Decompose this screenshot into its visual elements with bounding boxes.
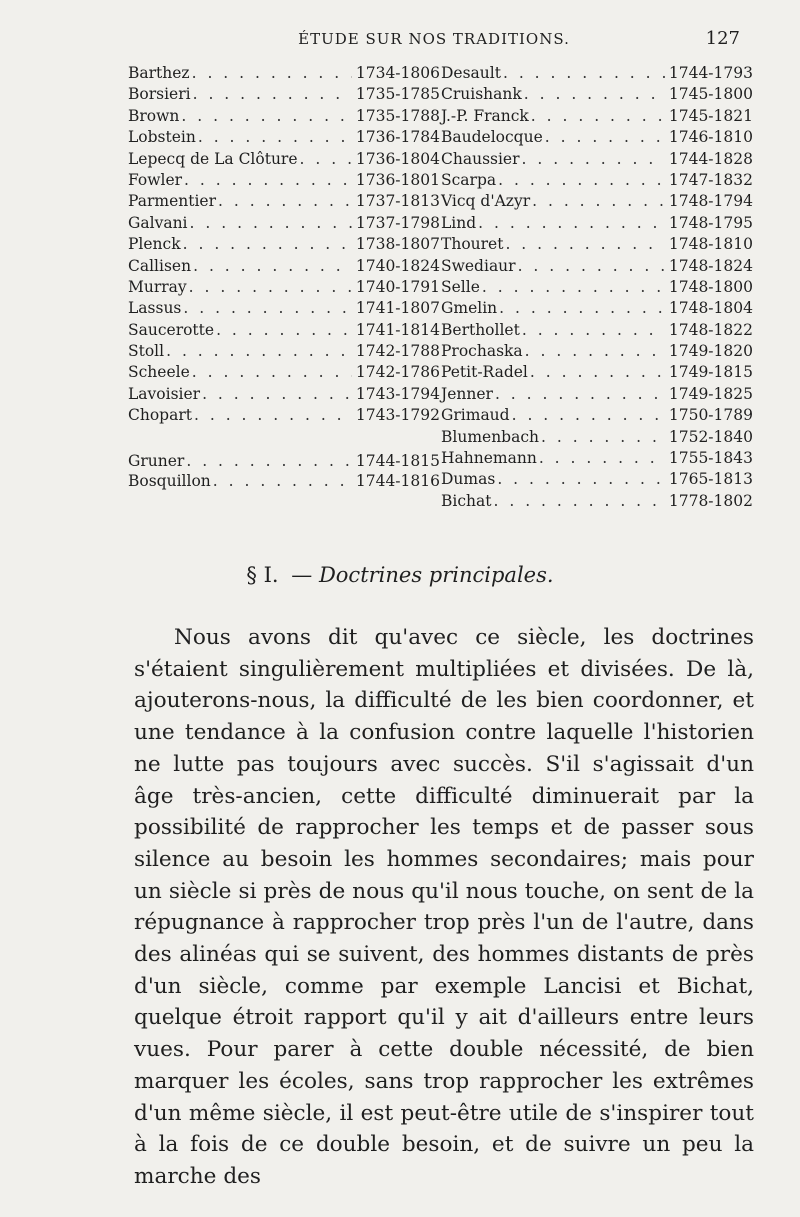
name-entry <box>128 342 440 363</box>
person-name: Murray <box>128 277 187 296</box>
life-years: 1749-1815 <box>668 363 753 382</box>
person-name: J.-P. Franck <box>441 106 529 125</box>
life-years: 1737-1813 <box>355 192 440 211</box>
person-name: Baudelocque <box>441 128 543 147</box>
person-name: Fowler <box>128 170 183 189</box>
name-entry <box>441 192 753 213</box>
name-entry <box>128 107 440 128</box>
life-years: 1748-1800 <box>668 277 753 296</box>
name-entry <box>128 192 440 213</box>
life-years: 1748-1795 <box>668 213 753 232</box>
life-years: 1734-1806 <box>355 64 440 82</box>
leader-dots <box>193 257 352 275</box>
life-years: 1735-1788 <box>355 106 440 125</box>
body-paragraph: Nous avons dit qu'avec ce siècle, les doctrines s'étaient singulièrement multipliées et divisées. De là, ajouterons-nous, la difficulté de les bien coordonner, et une tendance à la confusion contre laquelle l'historien ne lutte pas toujours avec succès. S'il s'agissait d'un âge très-ancien, cette difficulté diminuerait par la possibilité de rapprocher les temps et de passer sous silence au besoin les hommes secondaires; mais pour un siècle si près de nous qu'il nous touche, on sent de la répugnance à rapprocher trop près l'un de l'autre, dans des alinéas qui se suivent, des hommes distants de près d'un siècle, comme par exemple Lancisi et Bichat, quelque étroit rapport qu'il y ait d'ailleurs entre leurs vues. Pour parer à cette double nécessité, de bien marquer les écoles, sans trop rapprocher les extrêmes d'un même siècle, il est peut-être utile de s'inspirer tout à la fois de ce double besoin, et de suivre un peu la marche des <box>134 625 754 1189</box>
leader-dots <box>184 171 352 189</box>
name-entry <box>441 171 753 192</box>
person-name: Saucerotte <box>128 320 215 339</box>
life-years: 1743-1792 <box>355 406 440 425</box>
name-entry <box>128 128 440 149</box>
life-years: 1736-1784 <box>355 128 440 147</box>
leader-dots <box>512 406 665 424</box>
life-years: 1748-1794 <box>668 192 753 211</box>
leader-dots <box>190 214 352 232</box>
person-name: Petit-Radel <box>441 363 528 382</box>
leader-dots <box>216 321 352 339</box>
leader-dots <box>505 235 664 253</box>
life-years: 1746-1810 <box>668 128 753 147</box>
person-name: Gruner <box>128 451 185 470</box>
life-years: 1744-1828 <box>668 149 753 168</box>
life-years: 1749-1820 <box>668 342 753 361</box>
life-years: 1749-1825 <box>668 384 753 403</box>
leader-dots <box>498 171 665 189</box>
name-entry <box>128 150 440 171</box>
name-entry <box>441 299 753 320</box>
leader-dots <box>478 214 665 232</box>
life-years: 1741-1807 <box>355 299 440 318</box>
name-entry <box>441 214 753 235</box>
leader-dots <box>497 470 665 488</box>
person-name: Vicq d'Azyr <box>441 192 531 211</box>
life-years: 1738-1807 <box>355 235 440 254</box>
person-name: Selle <box>441 277 480 296</box>
leader-dots <box>522 321 665 339</box>
leader-dots <box>541 428 665 446</box>
leader-dots <box>198 128 352 146</box>
person-name: Swediaur <box>441 256 516 275</box>
name-entry <box>128 363 440 384</box>
life-years: 1747-1832 <box>668 170 753 189</box>
person-name: Lind <box>441 213 477 232</box>
person-name: Parmentier <box>128 192 217 211</box>
life-years: 1742-1788 <box>355 342 440 361</box>
person-name: Blumenbach <box>441 427 540 446</box>
name-entry <box>128 299 440 320</box>
person-name: Thouret <box>441 235 504 254</box>
person-name: Chopart <box>128 406 192 425</box>
leader-dots <box>539 449 665 467</box>
section-number: § I. <box>246 563 279 587</box>
name-entry <box>441 128 753 149</box>
name-entry <box>128 428 440 472</box>
life-years: 1735-1785 <box>355 85 440 104</box>
page-number: 127 <box>705 28 740 49</box>
leader-dots <box>524 85 665 103</box>
person-name: Borsieri <box>128 85 191 104</box>
leader-dots <box>499 299 665 317</box>
life-years: 1752-1840 <box>668 427 753 446</box>
leader-dots <box>213 472 352 490</box>
name-entry <box>128 321 440 342</box>
life-years: 1778-1802 <box>668 491 753 510</box>
leader-dots <box>518 257 665 275</box>
names-column-left <box>128 64 440 493</box>
name-entry <box>441 107 753 128</box>
life-years: 1742-1786 <box>355 363 440 382</box>
name-entry <box>128 85 440 106</box>
life-years: 1736-1804 <box>355 149 440 168</box>
name-entry <box>441 492 753 513</box>
name-entry <box>441 278 753 299</box>
leader-dots <box>202 385 352 403</box>
leader-dots <box>525 342 665 360</box>
name-entry <box>441 85 753 106</box>
person-name: Bichat <box>441 491 492 510</box>
person-name: Lassus <box>128 299 182 318</box>
name-entry <box>128 257 440 278</box>
leader-dots <box>183 299 351 317</box>
person-name: Lepecq de La Clôture <box>128 149 298 168</box>
name-entry <box>128 406 440 427</box>
person-name: Grimaud <box>441 406 510 425</box>
life-years: 1748-1822 <box>668 320 753 339</box>
name-entry <box>441 257 753 278</box>
person-name: Callisen <box>128 256 192 275</box>
running-title: ÉTUDE SUR NOS TRADITIONS. <box>298 30 570 48</box>
name-entry <box>441 428 753 449</box>
name-entry <box>441 449 753 470</box>
person-name: Plenck <box>128 235 181 254</box>
leader-dots <box>503 64 665 82</box>
life-years: 1740-1824 <box>355 256 440 275</box>
life-years: 1744-1815 <box>355 451 440 470</box>
name-entry <box>128 171 440 192</box>
name-entry <box>441 406 753 427</box>
name-entry <box>128 472 440 493</box>
leader-dots <box>193 85 352 103</box>
name-entry <box>128 214 440 235</box>
person-name: Galvani <box>128 213 188 232</box>
leader-dots <box>493 492 664 510</box>
life-years: 1748-1804 <box>668 299 753 318</box>
life-years: 1765-1813 <box>668 470 753 489</box>
life-years: 1741-1814 <box>355 320 440 339</box>
life-years: 1736-1801 <box>355 170 440 189</box>
person-name: Lavoisier <box>128 384 201 403</box>
person-name: Dumas <box>441 470 496 489</box>
leader-dots <box>530 363 665 381</box>
leader-dots <box>166 342 352 360</box>
leader-dots <box>482 278 665 296</box>
name-entry <box>441 235 753 256</box>
person-name: Desault <box>441 64 501 82</box>
leader-dots <box>192 64 352 82</box>
section-heading <box>0 563 800 587</box>
leader-dots <box>495 385 665 403</box>
name-entry <box>441 64 753 85</box>
life-years: 1744-1816 <box>355 471 440 490</box>
leader-dots <box>531 107 665 125</box>
life-years: 1745-1800 <box>668 85 753 104</box>
leader-dots <box>189 278 352 296</box>
name-entry <box>128 235 440 256</box>
name-entry <box>441 150 753 171</box>
name-entry <box>128 385 440 406</box>
person-name: Brown <box>128 106 180 125</box>
person-name: Cruishank <box>441 85 522 104</box>
person-name: Scarpa <box>441 170 497 189</box>
life-years: 1740-1791 <box>355 277 440 296</box>
person-name: Gmelin <box>441 299 498 318</box>
leader-dots <box>181 107 351 125</box>
life-years: 1748-1824 <box>668 256 753 275</box>
leader-dots <box>183 235 352 253</box>
leader-dots <box>194 406 352 424</box>
person-name: Hahnemann <box>441 449 537 468</box>
person-name: Stoll <box>128 342 165 361</box>
life-years: 1755-1843 <box>668 449 753 468</box>
life-years: 1744-1793 <box>668 64 753 82</box>
names-column-right <box>441 64 753 513</box>
person-name: Barthez <box>128 64 190 82</box>
name-entry <box>441 470 753 491</box>
leader-dots <box>192 363 352 381</box>
person-name: Jenner <box>441 384 493 403</box>
leader-dots <box>186 452 352 470</box>
person-name: Berthollet <box>441 320 520 339</box>
name-entry <box>441 385 753 406</box>
person-name: Bosquillon <box>128 471 211 490</box>
section-dash: — <box>291 563 313 587</box>
leader-dots <box>300 150 352 168</box>
name-entry <box>128 278 440 299</box>
life-years: 1743-1794 <box>355 384 440 403</box>
leader-dots <box>532 192 665 210</box>
page-header <box>128 30 740 58</box>
name-entry <box>128 64 440 85</box>
person-name: Scheele <box>128 363 190 382</box>
name-entry <box>441 363 753 384</box>
life-years: 1750-1789 <box>668 406 753 425</box>
section-title: Doctrines principales. <box>318 563 554 587</box>
life-years: 1745-1821 <box>668 106 753 125</box>
leader-dots <box>545 128 665 146</box>
person-name: Prochaska <box>441 342 523 361</box>
life-years: 1737-1798 <box>355 213 440 232</box>
life-years: 1748-1810 <box>668 235 753 254</box>
person-name: Chaussier <box>441 149 520 168</box>
leader-dots <box>522 150 665 168</box>
name-entry <box>441 342 753 363</box>
person-name: Lobstein <box>128 128 196 147</box>
name-entry <box>441 321 753 342</box>
leader-dots <box>218 192 352 210</box>
